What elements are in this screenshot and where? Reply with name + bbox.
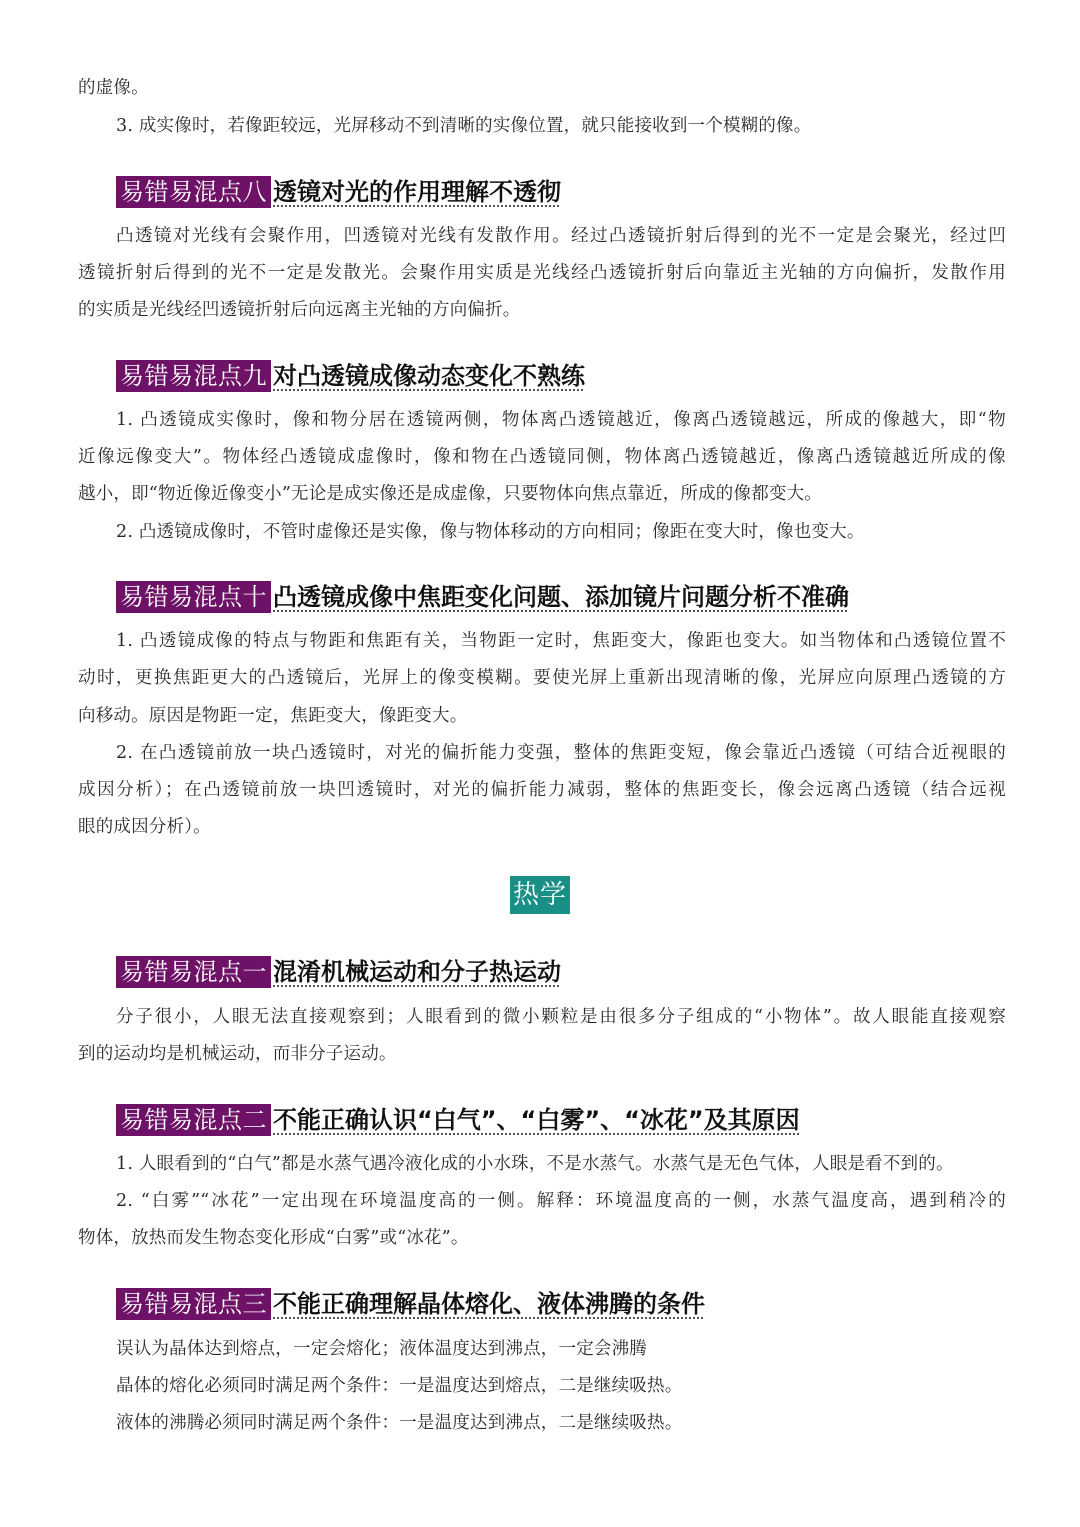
paragraph-line: 成因分析）；在凸透镜前放一块凹透镜时，对光的偏折能力减弱，整体的焦距变长，像会远离凸透镜（结合远视 xyxy=(78,780,1006,800)
paragraph-line: 液体的沸腾必须同时满足两个条件：一是温度达到沸点，二是继续吸热。 xyxy=(116,1413,683,1433)
paragraph-line: 3. 成实像时，若像距较远，光屏移动不到清晰的实像位置，就只能接收到一个模糊的像。 xyxy=(116,116,812,136)
heading-badge: 易错易混点八 xyxy=(116,176,271,208)
paragraph-line: 向移动。原因是物距一定，焦距变大，像距变大。 xyxy=(78,706,468,726)
section-title: 热学 xyxy=(510,876,570,914)
paragraph-line: 物体，放热而发生物态变化形成“白雾”或“冰花”。 xyxy=(78,1228,469,1248)
heading-point-8 xyxy=(116,176,561,208)
paragraph-line: 到的运动均是机械运动，而非分子运动。 xyxy=(78,1044,397,1064)
paragraph-line: 的虚像。 xyxy=(78,78,149,98)
paragraph-line: 的实质是光线经凹透镜折射后向远离主光轴的方向偏折。 xyxy=(78,300,521,320)
paragraph-line: 2. 凸透镜成像时，不管时虚像还是实像，像与物体移动的方向相同；像距在变大时，像也变大。 xyxy=(116,522,865,542)
paragraph-line: 误认为晶体达到熔点，一定会熔化；液体温度达到沸点，一定会沸腾 xyxy=(116,1339,647,1359)
paragraph-line: 凸透镜对光线有会聚作用，凹透镜对光线有发散作用。经过凸透镜折射后得到的光不一定是会聚光，经过凹 xyxy=(116,226,1006,246)
paragraph-line: 分子很小，人眼无法直接观察到；人眼看到的微小颗粒是由很多分子组成的“小物体”。故人眼能直接观察 xyxy=(116,1007,1006,1027)
paragraph-line: 2. “白雾”“冰花”一定出现在环境温度高的一侧。解释：环境温度高的一侧，水蒸气温度高，遇到稍冷的 xyxy=(116,1191,1006,1211)
heading-title: 凸透镜成像中焦距变化问题、添加镜片问题分析不准确 xyxy=(273,583,849,611)
heading-badge: 易错易混点十 xyxy=(116,581,271,613)
paragraph-line: 1. 人眼看到的“白气”都是水蒸气遇冷液化成的小水珠，不是水蒸气。水蒸气是无色气体，人眼是看不到的。 xyxy=(116,1154,954,1174)
heading-point-9 xyxy=(116,360,585,392)
paragraph-line: 1. 凸透镜成实像时，像和物分居在透镜两侧，物体离凸透镜越近，像离凸透镜越远，所成的像越大，即“物 xyxy=(116,410,1006,430)
heading-title: 不能正确认识“白气”、“白雾”、“冰花”及其原因 xyxy=(273,1106,800,1134)
heading-title: 对凸透镜成像动态变化不熟练 xyxy=(273,362,585,390)
heading-title: 不能正确理解晶体熔化、液体沸腾的条件 xyxy=(273,1290,705,1318)
paragraph-line: 动时，更换焦距更大的凸透镜后，光屏上的像变模糊。要使光屏上重新出现清晰的像，光屏应向原理凸透镜的方 xyxy=(78,668,1006,688)
heading-point-10 xyxy=(116,581,849,613)
heading-badge: 易错易混点九 xyxy=(116,360,271,392)
paragraph-line: 越小，即“物近像近像变小”无论是成实像还是成虚像，只要物体向焦点靠近，所成的像都变大。 xyxy=(78,484,822,504)
heading-point-1 xyxy=(116,956,561,988)
paragraph-line: 透镜折射后得到的光不一定是发散光。会聚作用实质是光线经凸透镜折射后向靠近主光轴的方向偏折，发散作用 xyxy=(78,263,1006,283)
heading-badge: 易错易混点二 xyxy=(116,1104,271,1136)
heading-badge: 易错易混点三 xyxy=(116,1288,271,1320)
heading-badge: 易错易混点一 xyxy=(116,956,271,988)
paragraph-line: 近像远像变大”。物体经凸透镜成虚像时，像和物在凸透镜同侧，物体离凸透镜越近，像离凸透镜越近所成的像 xyxy=(78,447,1006,467)
heading-title: 透镜对光的作用理解不透彻 xyxy=(273,178,561,206)
heading-point-3 xyxy=(116,1288,705,1320)
paragraph-line: 1. 凸透镜成像的特点与物距和焦距有关，当物距一定时，焦距变大，像距也变大。如当物体和凸透镜位置不 xyxy=(116,631,1006,651)
paragraph-line: 2. 在凸透镜前放一块凸透镜时，对光的偏折能力变强，整体的焦距变短，像会靠近凸透镜（可结合近视眼的 xyxy=(116,743,1006,763)
paragraph-line: 眼的成因分析）。 xyxy=(78,817,211,837)
heading-point-2 xyxy=(116,1104,800,1136)
paragraph-line: 晶体的熔化必须同时满足两个条件：一是温度达到熔点，二是继续吸热。 xyxy=(116,1376,683,1396)
heading-title: 混淆机械运动和分子热运动 xyxy=(273,958,561,986)
